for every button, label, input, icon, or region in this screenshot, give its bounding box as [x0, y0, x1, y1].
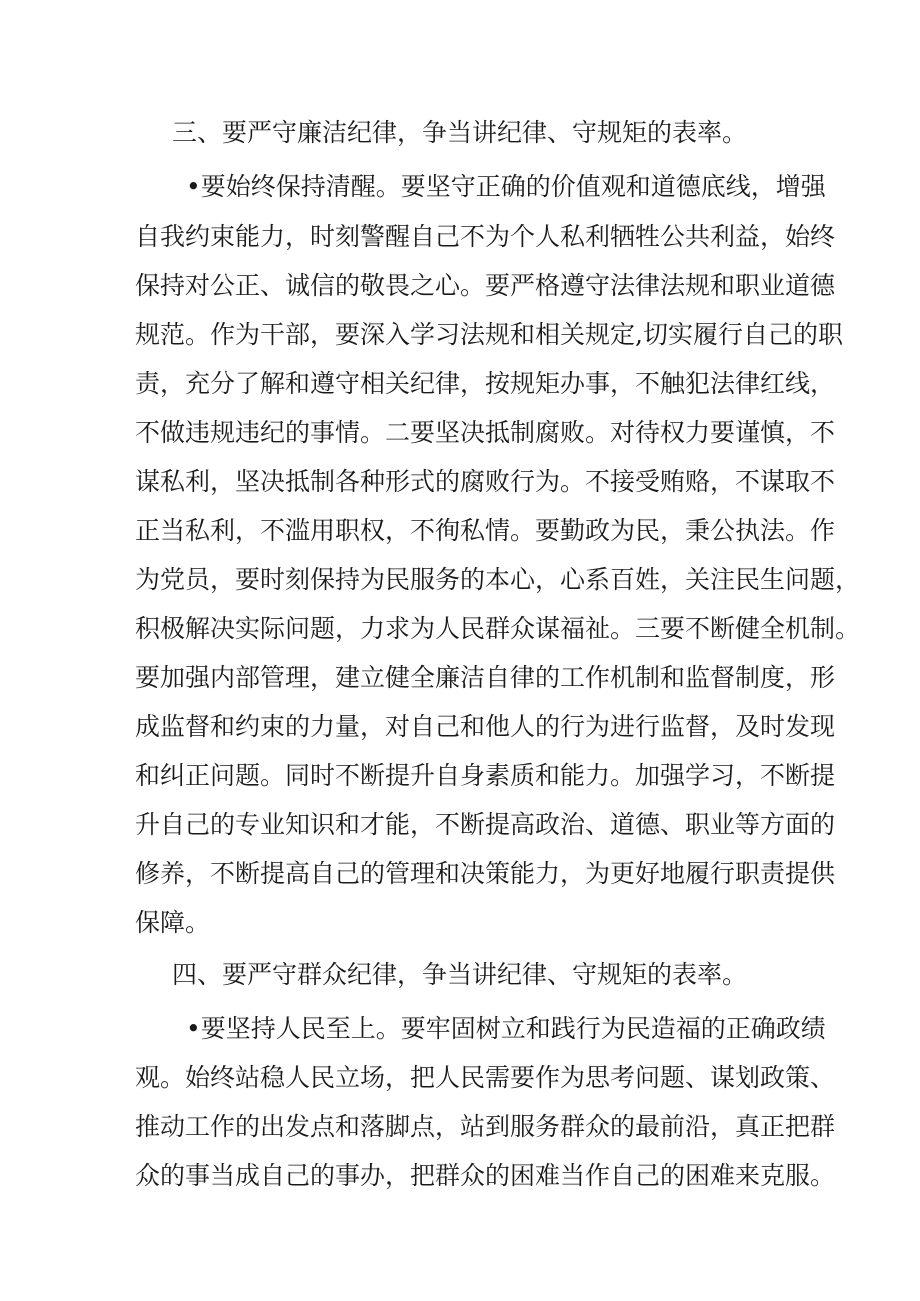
section-4-heading: 四、要严守群众纪律，争当讲纪律、守规矩的表率。	[172, 960, 748, 989]
section-3-line-1: •要始终保持清醒。要坚守正确的价值观和道德底线，增强	[186, 172, 826, 201]
section-3-line-12: 成监督和约束的力量，对自己和他人的行为进行监督，及时发现	[135, 712, 836, 741]
section-3-line-9: 为党员，要时刻保持为民服务的本心，心系百姓，关注民生问题，	[135, 565, 861, 594]
section-4-line-4: 众的事当成自己的事办，把群众的困难当作自己的困难来克服。	[135, 1161, 836, 1190]
section-3-line-7: 谋私利，坚决抵制各种形式的腐败行为。不接受贿赂，不谋取不	[135, 467, 836, 496]
section-4-line-1: •要坚持人民至上。要牢固树立和践行为民造福的正确政绩	[186, 1014, 826, 1043]
section-3-line-16: 保障。	[135, 908, 211, 937]
section-3-line-3: 保持对公正、诚信的敬畏之心。要严格遵守法律法规和职业道德	[135, 271, 836, 300]
section-3-line-4: 规范。作为干部，要深入学习法规和相关规定,切实履行自己的职	[135, 320, 843, 349]
section-3-heading: 三、要严守廉洁纪律，争当讲纪律、守规矩的表率。	[172, 118, 748, 147]
section-3-line-15: 修养，不断提高自己的管理和决策能力，为更好地履行职责提供	[135, 859, 836, 888]
section-3-line-2: 自我约束能力，时刻警醒自己不为个人私利牺牲公共利益，始终	[135, 222, 836, 251]
section-3-line-13: 和纠正问题。同时不断提升自身素质和能力。加强学习，不断提	[135, 761, 836, 790]
section-4-line-2: 观。始终站稳人民立场，把人民需要作为思考问题、谋划政策、	[135, 1063, 836, 1092]
section-3-line-6: 不做违规违纪的事情。二要坚决抵制腐败。对待权力要谨慎，不	[135, 418, 836, 447]
section-3-line-5: 责，充分了解和遵守相关纪律，按规矩办事，不触犯法律红线，	[135, 369, 836, 398]
section-3-line-14: 升自己的专业知识和才能，不断提高政治、道德、职业等方面的	[135, 810, 836, 839]
section-3-line-10: 积极解决实际问题，力求为人民群众谋福祉。三要不断健全机制。	[135, 614, 861, 643]
section-3-line-11: 要加强内部管理，建立健全廉洁自律的工作机制和监督制度，形	[135, 663, 836, 692]
section-4-line-3: 推动工作的出发点和落脚点，站到服务群众的最前沿，真正把群	[135, 1112, 836, 1141]
section-3-line-8: 正当私利，不滥用职权，不徇私情。要勤政为民，秉公执法。作	[135, 516, 836, 545]
